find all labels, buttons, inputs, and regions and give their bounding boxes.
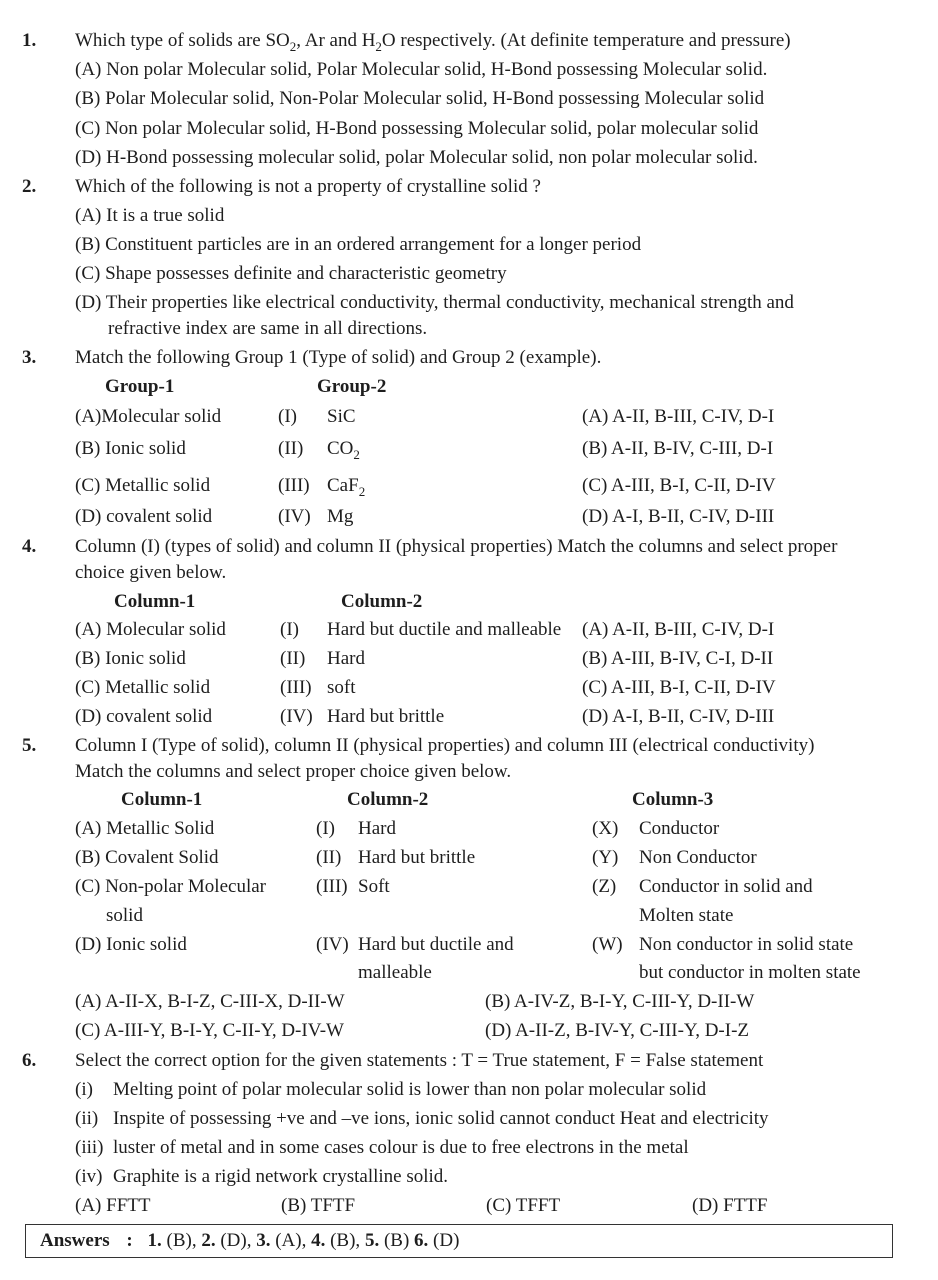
question-number: 4. <box>22 536 37 557</box>
group2-item: SiC <box>327 406 356 427</box>
question-number: 3. <box>22 347 37 368</box>
column2-label: (II) <box>280 648 306 669</box>
stem-text: , Ar and H <box>296 30 376 51</box>
group1-header: Group-1 <box>105 376 175 397</box>
answer-number: 3. <box>256 1230 271 1251</box>
answer-item <box>311 1230 360 1251</box>
column2-item: Hard <box>358 818 396 839</box>
stem-text: O respectively. (At definite temperature and pressure) <box>381 30 791 51</box>
answer-value: (B), <box>166 1230 197 1251</box>
group2-label: (I) <box>278 406 297 427</box>
answer-item <box>201 1230 251 1251</box>
column2-label: (IV) <box>280 706 313 727</box>
column3-item: Non Conductor <box>639 847 757 868</box>
column2-header: Column-2 <box>341 591 423 612</box>
choice: (B) A-III, B-IV, C-I, D-II <box>582 648 774 669</box>
column1-item: (B) Ionic solid <box>75 648 186 669</box>
choice: (A) A-II, B-III, C-IV, D-I <box>582 619 775 640</box>
stem-text: Which type of solids are SO <box>75 30 290 51</box>
group1-item: (D) covalent solid <box>75 506 213 527</box>
question-stem-continuation: Match the columns and select proper choice given below. <box>75 761 512 782</box>
answer-number: 1. <box>147 1230 162 1251</box>
answer-value: (D) <box>433 1230 460 1251</box>
column1-header: Column-1 <box>121 789 203 810</box>
option: (C) Non polar Molecular solid, H-Bond possessing Molecular solid, polar molecular solid <box>75 118 759 139</box>
answer-item <box>414 1230 459 1251</box>
column1-item: (A) Molecular solid <box>75 619 226 640</box>
column2-header: Column-2 <box>347 789 429 810</box>
group2-label: (IV) <box>278 506 311 527</box>
column1-item-continuation: solid <box>106 905 143 926</box>
column1-item: (C) Metallic solid <box>75 677 211 698</box>
statement-label: (iii) <box>75 1137 104 1158</box>
choice: (C) A-III-Y, B-I-Y, C-II-Y, D-IV-W <box>75 1020 344 1041</box>
column1-header: Column-1 <box>114 591 196 612</box>
group2-item: Mg <box>327 506 354 527</box>
statement-text: luster of metal and in some cases colour is due to free electrons in the metal <box>113 1137 689 1158</box>
choice: (A) A-II, B-III, C-IV, D-I <box>582 406 775 427</box>
choice: (D) A-I, B-II, C-IV, D-III <box>582 506 775 527</box>
column2-label: (IV) <box>316 934 349 955</box>
column2-item: Soft <box>358 876 390 897</box>
choice: (D) A-I, B-II, C-IV, D-III <box>582 706 775 727</box>
question-stem: Column (I) (types of solid) and column II (physical properties) Match the columns and select proper <box>75 536 838 557</box>
column3-header: Column-3 <box>632 789 714 810</box>
column1-item: (D) covalent solid <box>75 706 213 727</box>
column3-label: (X) <box>592 818 619 839</box>
question-number: 5. <box>22 735 37 756</box>
column2-item: soft <box>327 677 356 698</box>
question-number: 1. <box>22 30 37 51</box>
answer-item <box>148 1230 197 1251</box>
subscript: 2 <box>358 484 366 499</box>
answers-line <box>40 1230 459 1252</box>
question-number: 2. <box>22 176 37 197</box>
column3-item: Conductor in solid and <box>639 876 813 897</box>
answers-label: Answers <box>40 1230 110 1251</box>
statement-text: Graphite is a rigid network crystalline solid. <box>113 1166 449 1187</box>
question-stem <box>75 30 791 52</box>
formula: CaF <box>327 475 359 496</box>
question-stem: Match the following Group 1 (Type of solid) and Group 2 (example). <box>75 347 602 368</box>
column2-label: (I) <box>280 619 299 640</box>
column2-label: (III) <box>280 677 312 698</box>
statement-text: Melting point of polar molecular solid is lower than non polar molecular solid <box>113 1079 707 1100</box>
subscript: 2 <box>375 39 382 54</box>
group2-item <box>327 475 365 497</box>
answer-number: 2. <box>201 1230 216 1251</box>
subscript: 2 <box>289 39 297 54</box>
answer-number: 4. <box>311 1230 326 1251</box>
statement-label: (iv) <box>75 1166 103 1187</box>
formula: CO <box>327 438 354 459</box>
answer-item <box>256 1230 306 1251</box>
question-stem: Column I (Type of solid), column II (physical properties) and column III (electrical conductivity) <box>75 735 815 756</box>
answer-item <box>365 1230 409 1251</box>
choice: (D) FTTF <box>692 1195 768 1216</box>
subscript: 2 <box>353 447 360 462</box>
group2-label: (II) <box>278 438 304 459</box>
option: (A) It is a true solid <box>75 205 225 226</box>
group2-header: Group-2 <box>317 376 387 397</box>
question-number: 6. <box>22 1050 37 1071</box>
column2-item: Hard but ductile and <box>358 934 514 955</box>
statement-label: (ii) <box>75 1108 99 1129</box>
column3-label: (Z) <box>592 876 617 897</box>
answer-value: (B) <box>383 1230 410 1251</box>
choice: (B) A-II, B-IV, C-III, D-I <box>582 438 774 459</box>
statement-label: (i) <box>75 1079 93 1100</box>
option: (B) Constituent particles are in an ordered arrangement for a longer period <box>75 234 642 255</box>
column2-item: Hard but brittle <box>327 706 445 727</box>
option: (D) Their properties like electrical conductivity, thermal conductivity, mechanical strength and <box>75 292 794 313</box>
option: (D) H-Bond possessing molecular solid, polar Molecular solid, non polar molecular solid. <box>75 147 758 168</box>
column2-item: Hard <box>327 648 365 669</box>
column3-item-continuation: Molten state <box>639 905 734 926</box>
column2-label: (II) <box>316 847 342 868</box>
column1-item: (A) Metallic Solid <box>75 818 215 839</box>
column2-item-continuation: malleable <box>358 962 432 983</box>
group1-item: (C) Metallic solid <box>75 475 211 496</box>
statement-text: Inspite of possessing +ve and –ve ions, ionic solid cannot conduct Heat and electricity <box>113 1108 769 1129</box>
column1-item: (B) Covalent Solid <box>75 847 219 868</box>
column2-item: Hard but ductile and malleable <box>327 619 562 640</box>
answer-number: 6. <box>414 1230 429 1251</box>
column2-item: Hard but brittle <box>358 847 476 868</box>
choice: (B) TFTF <box>281 1195 356 1216</box>
choice: (C) TFFT <box>486 1195 561 1216</box>
column3-label: (Y) <box>592 847 619 868</box>
column1-item: (D) Ionic solid <box>75 934 187 955</box>
option: (C) Shape possesses definite and characteristic geometry <box>75 263 507 284</box>
column2-label: (III) <box>316 876 348 897</box>
choice: (C) A-III, B-I, C-II, D-IV <box>582 677 776 698</box>
column1-item: (C) Non-polar Molecular <box>75 876 266 897</box>
column3-item-continuation: but conductor in molten state <box>639 962 861 983</box>
option: (A) Non polar Molecular solid, Polar Molecular solid, H-Bond possessing Molecular solid. <box>75 59 768 80</box>
option: (B) Polar Molecular solid, Non-Polar Molecular solid, H-Bond possessing Molecular solid <box>75 88 765 109</box>
answer-value: (D), <box>220 1230 252 1251</box>
question-stem: Select the correct option for the given statements : T = True statement, F = False statement <box>75 1050 764 1071</box>
column3-label: (W) <box>592 934 623 955</box>
group1-item: (A)Molecular solid <box>75 406 222 427</box>
choice: (B) A-IV-Z, B-I-Y, C-III-Y, D-II-W <box>485 991 755 1012</box>
column3-item: Conductor <box>639 818 720 839</box>
answer-value: (A), <box>275 1230 307 1251</box>
choice: (A) A-II-X, B-I-Z, C-III-X, D-II-W <box>75 991 345 1012</box>
group2-label: (III) <box>278 475 310 496</box>
choice: (C) A-III, B-I, C-II, D-IV <box>582 475 776 496</box>
answer-value: (B), <box>330 1230 361 1251</box>
group2-item <box>327 438 360 460</box>
answers-colon: : <box>126 1230 133 1251</box>
column2-label: (I) <box>316 818 335 839</box>
column3-item: Non conductor in solid state <box>639 934 854 955</box>
choice: (A) FFTT <box>75 1195 151 1216</box>
answer-number: 5. <box>364 1230 380 1251</box>
option-continuation: refractive index are same in all directions. <box>108 318 428 339</box>
question-stem-continuation: choice given below. <box>75 562 227 583</box>
group1-item: (B) Ionic solid <box>75 438 186 459</box>
question-stem: Which of the following is not a property of crystalline solid ? <box>75 176 541 197</box>
choice: (D) A-II-Z, B-IV-Y, C-III-Y, D-I-Z <box>485 1020 750 1041</box>
